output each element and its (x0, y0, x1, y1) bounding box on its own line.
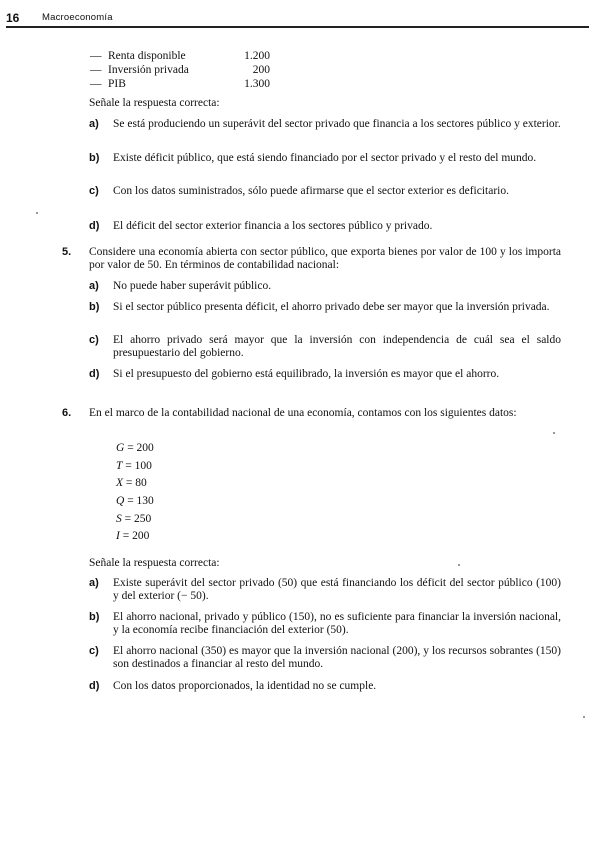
option-text: El déficit del sector exterior financia a los sectores público y privado. (113, 220, 433, 232)
data-value: 1.200 (244, 50, 270, 62)
equation-variable: G (116, 442, 125, 454)
equation-value: = 100 (122, 460, 152, 472)
data-label: Inversión privada (108, 64, 189, 76)
list-dash: — (90, 50, 102, 62)
option-text: Con los datos proporcionados, la identidad no se cumple. (113, 680, 377, 692)
equation-variable: S (116, 513, 122, 525)
option-text: Existe superávit del sector privado (50) que está financiando los déficit del sector público (100) y del exterior (− 50). (113, 577, 561, 602)
question-text: Considere una economía abierta con sector público, que exporta bienes por valor de 100 y los importa por valor de 50. En términos de contabilidad nacional: (89, 246, 561, 271)
option-text: El ahorro nacional, privado y público (150), no es suficiente para financiar la inversión nacional, y la economía recibe financiación del exterior (50). (113, 611, 561, 636)
option-text: Con los datos suministrados, sólo puede afirmarse que el sector exterior es deficitario. (113, 185, 510, 197)
scan-speck (583, 716, 585, 718)
list-dash: — (90, 64, 102, 76)
question-text: En el marco de la contabilidad nacional de una economía, contamos con los siguientes datos: (89, 407, 517, 419)
running-head-title: Macroeconomía (42, 12, 113, 23)
question-number: 6. (62, 407, 72, 419)
option-text: Se está produciendo un superávit del sector privado que financia a los sectores público y exterior. (113, 118, 561, 130)
list-dash: — (90, 78, 102, 90)
equation-value: = 80 (123, 477, 147, 489)
equation-Q (116, 495, 154, 508)
option-text: Si el presupuesto del gobierno está equilibrado, la inversión es mayor que el ahorro. (113, 368, 500, 380)
q6-prompt: Señale la respuesta correcta: (89, 557, 220, 569)
option-letter: d) (89, 680, 100, 692)
option-letter: a) (89, 118, 99, 130)
data-label: PIB (108, 78, 126, 90)
equation-value: = 250 (121, 513, 152, 525)
option-text: El ahorro privado será mayor que la inversión con independencia de cuál sea el saldo presupuestario del gobierno. (113, 334, 561, 359)
equation-value: = 200 (124, 442, 154, 454)
option-text: Si el sector público presenta déficit, el ahorro privado debe ser mayor que la inversión privada. (113, 301, 550, 313)
option-letter: b) (89, 301, 100, 313)
data-row (90, 78, 270, 91)
option-letter: c) (89, 334, 99, 346)
data-row (90, 50, 270, 63)
data-label: Renta disponible (108, 50, 186, 62)
q4-prompt: Señale la respuesta correcta: (89, 97, 220, 109)
scan-speck (458, 564, 460, 566)
option-letter: b) (89, 611, 100, 623)
equation-X (116, 477, 147, 490)
equation-S (116, 513, 151, 526)
option-text: Existe déficit público, que está siendo financiado por el sector privado y el resto del mundo. (113, 152, 537, 164)
data-value: 200 (252, 64, 270, 76)
option-letter: a) (89, 280, 99, 292)
option-text: El ahorro nacional (350) es mayor que la inversión nacional (200), y los recursos sobrantes (150) son destinados a financiar al resto del mundo. (113, 645, 561, 670)
scan-speck (36, 212, 38, 214)
equation-I (116, 530, 149, 543)
option-letter: a) (89, 577, 99, 589)
equation-variable: I (116, 530, 120, 542)
scan-speck (553, 432, 555, 434)
equation-G (116, 442, 154, 455)
option-letter: b) (89, 152, 100, 164)
equation-variable: Q (116, 495, 125, 507)
equation-variable: T (116, 460, 123, 472)
equation-value: = 130 (124, 495, 154, 507)
equation-T (116, 460, 152, 473)
data-value: 1.300 (244, 78, 270, 90)
option-letter: c) (89, 645, 99, 657)
option-letter: d) (89, 220, 100, 232)
option-letter: c) (89, 185, 99, 197)
question-number: 5. (62, 246, 72, 258)
page-number: 16 (6, 11, 20, 25)
equation-value: = 200 (119, 530, 150, 542)
option-letter: d) (89, 368, 100, 380)
data-row (90, 64, 270, 77)
equation-variable: X (116, 477, 124, 489)
option-text: No puede haber superávit público. (113, 280, 272, 292)
